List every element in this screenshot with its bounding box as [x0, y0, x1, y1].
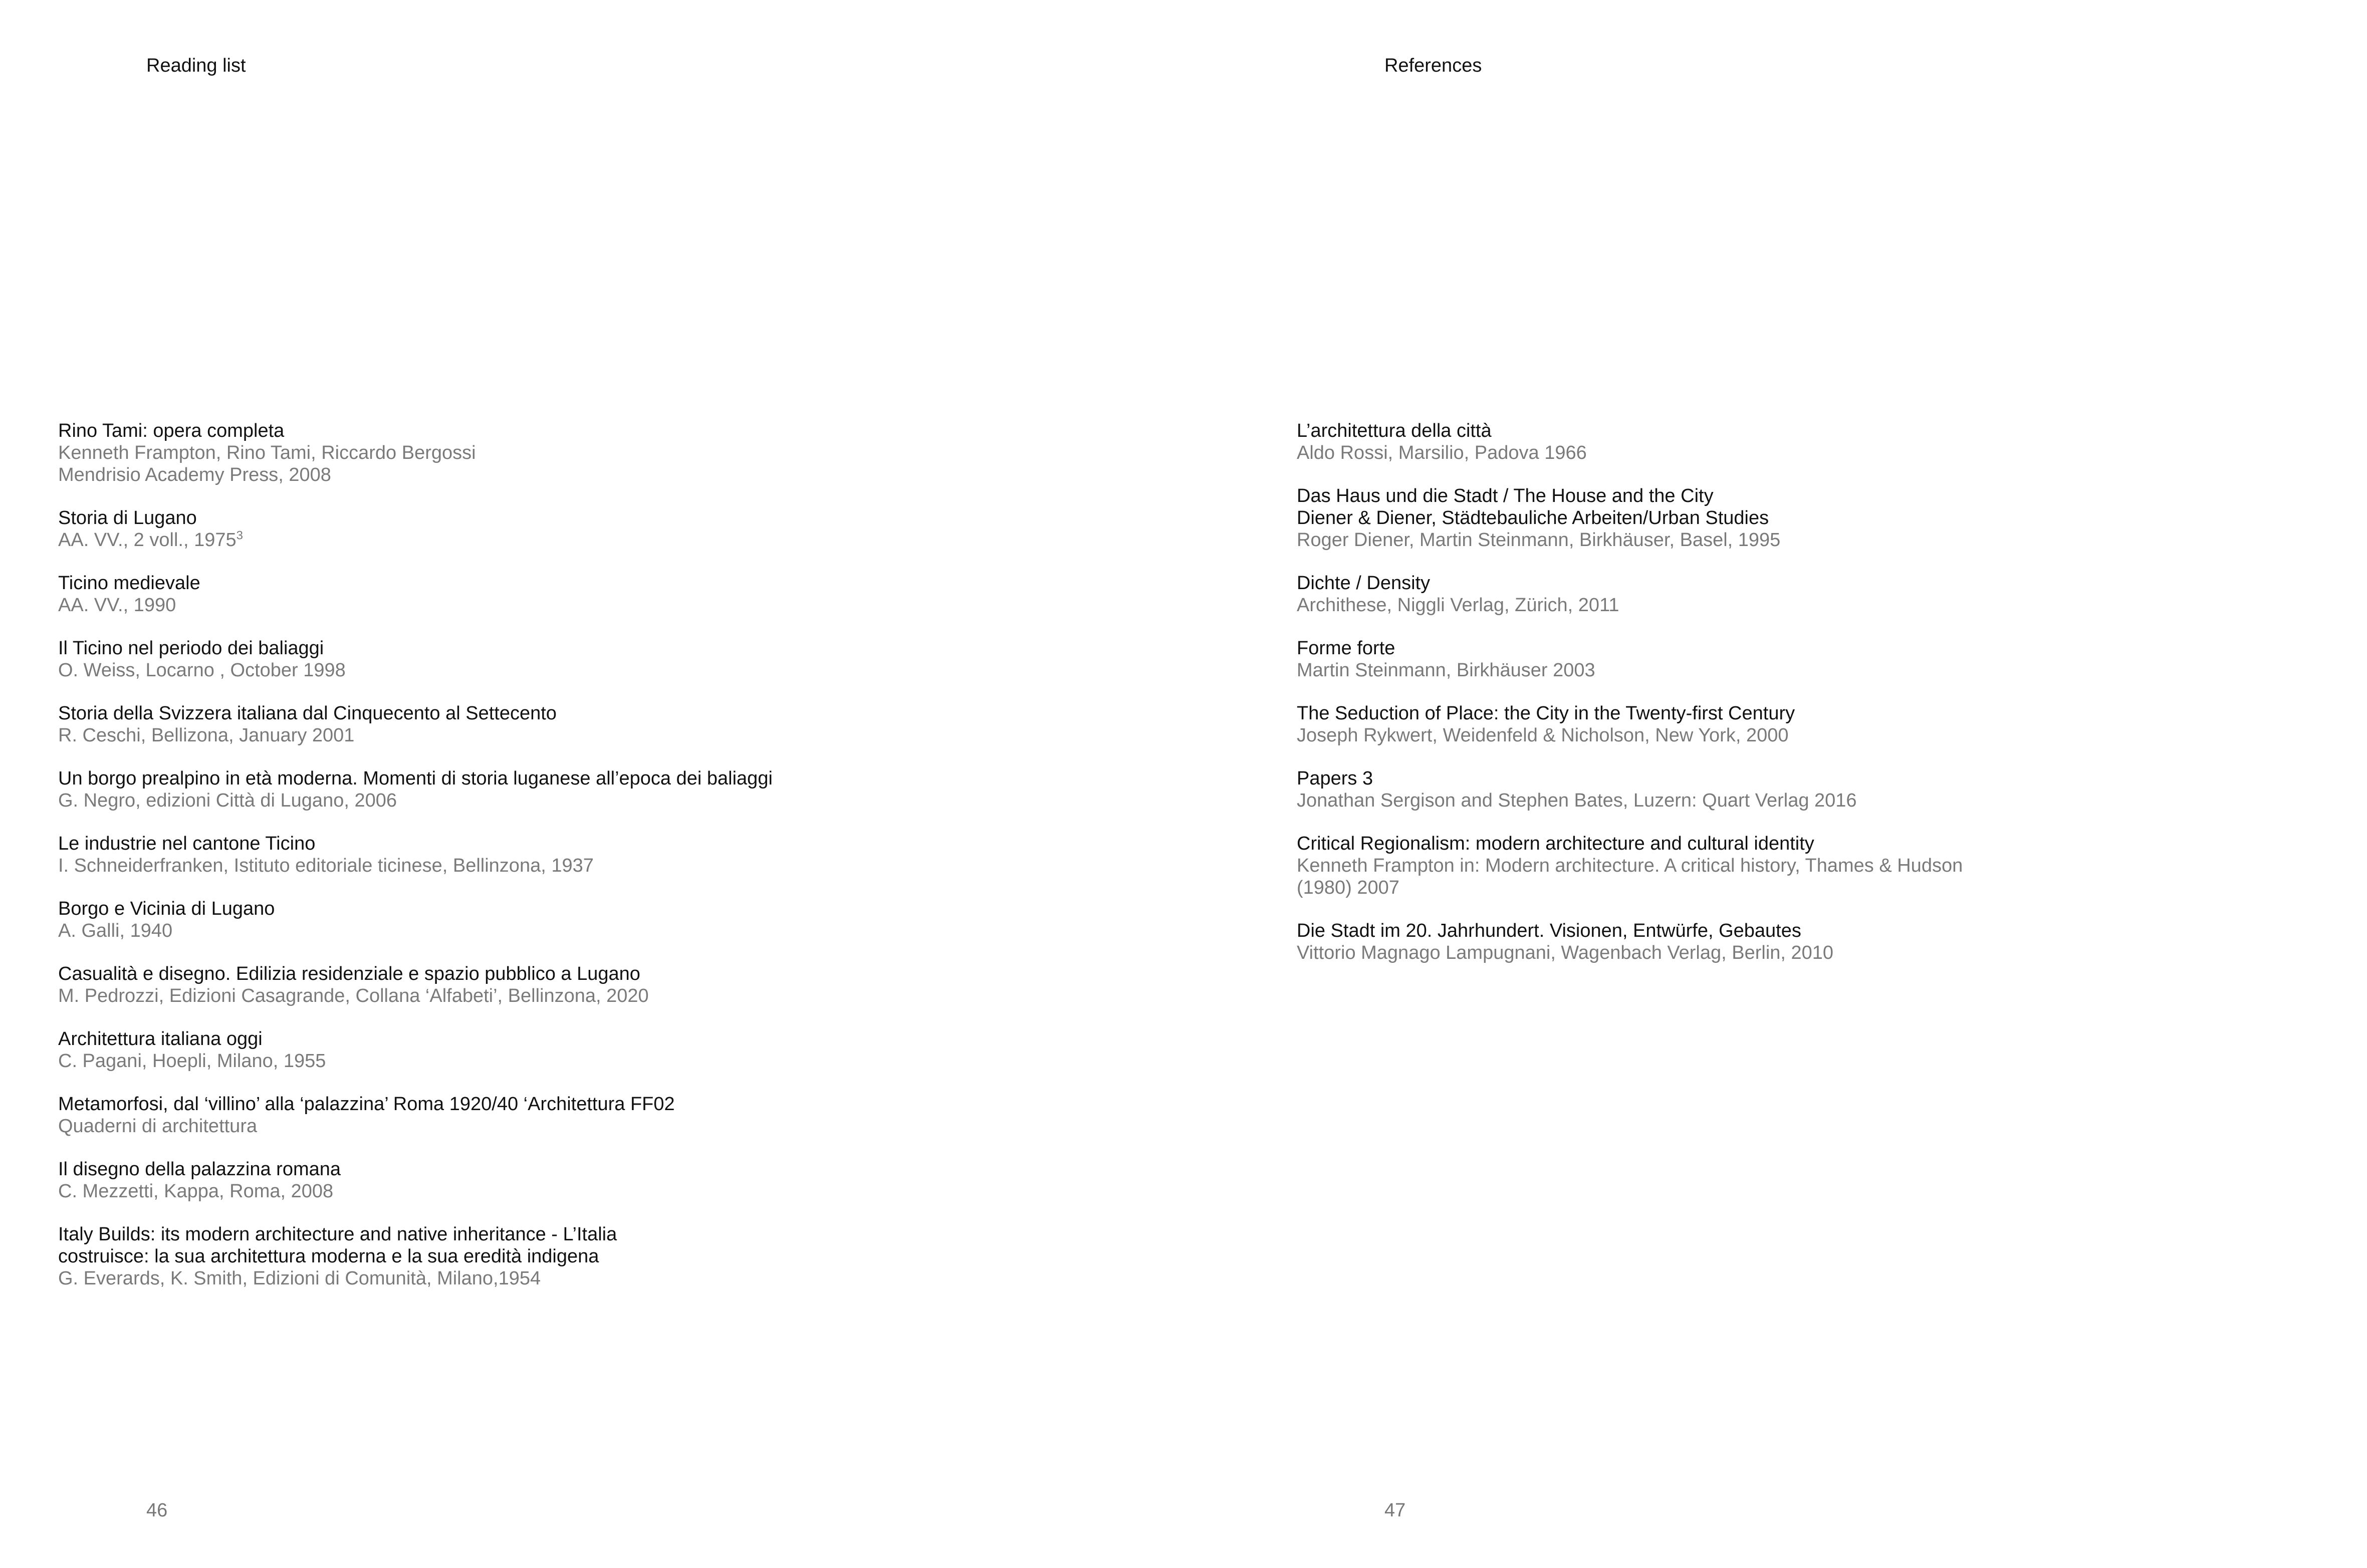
bibliography-entry — [1297, 420, 2299, 464]
entry-title: Rino Tami: opera completa — [58, 420, 285, 441]
bibliography-entry — [58, 898, 1135, 942]
entry-details-text: Kenneth Frampton, Rino Tami, Riccardo Bergossi Mendrisio Academy Press, 2008 — [58, 442, 476, 485]
entry-title: Architettura italiana oggi — [58, 1028, 263, 1050]
entry-title: Papers 3 — [1297, 768, 1373, 789]
entry-details — [58, 1267, 1135, 1289]
entry-details — [1297, 790, 2299, 812]
running-head: References — [1384, 55, 1482, 76]
entry-details-text: Martin Steinmann, Birkhäuser 2003 — [1297, 660, 1595, 681]
entry-title: Storia di Lugano — [58, 507, 197, 529]
entry-title: L’architettura della città — [1297, 420, 1492, 441]
bibliography-entry — [58, 1223, 1135, 1289]
entry-details-text: I. Schneiderfranken, Istituto editoriale ticinese, Bellinzona, 1937 — [58, 855, 594, 876]
entry-title: Das Haus und die Stadt / The House and the City Diener & Diener, Städtebauliche Arbeiten/Urban Studies — [1297, 485, 1769, 529]
bibliography-entry — [1297, 637, 2299, 681]
page-number: 47 — [1384, 1500, 1406, 1521]
entry-details — [1297, 659, 2299, 681]
bibliography-entry — [1297, 833, 2299, 899]
entry-title: Italy Builds: its modern architecture and native inheritance - L’Italia costruisce: la sua architettura moderna e la sua eredità indigena — [58, 1224, 617, 1267]
bibliography-entry — [1297, 572, 2299, 616]
right-page — [1184, 0, 2367, 1568]
running-head: Reading list — [146, 55, 246, 76]
bibliography-entry — [58, 702, 1135, 746]
entry-details-text: Quaderni di architettura — [58, 1116, 258, 1137]
bibliography-entry — [58, 507, 1135, 551]
entry-details — [1297, 594, 2299, 616]
entry-details — [58, 724, 1135, 746]
bibliography-entry — [58, 637, 1135, 681]
entry-title: Metamorfosi, dal ‘villino’ alla ‘palazzina’ Roma 1920/40 ‘Architettura FF02 — [58, 1094, 675, 1115]
reading-list — [58, 420, 1135, 1311]
entry-title: Die Stadt im 20. Jahrhundert. Visionen, Entwürfe, Gebautes — [1297, 920, 1801, 941]
bibliography-entry — [1297, 702, 2299, 746]
entry-details — [58, 529, 1135, 551]
entry-details-text: R. Ceschi, Bellizona, January 2001 — [58, 725, 355, 746]
entry-title: Il disegno della palazzina romana — [58, 1159, 341, 1180]
entry-details-text: Joseph Rykwert, Weidenfeld & Nicholson, New York, 2000 — [1297, 725, 1789, 746]
entry-details — [58, 1050, 1135, 1072]
entry-title: The Seduction of Place: the City in the Twenty-first Century — [1297, 703, 1795, 724]
entry-title: Storia della Svizzera italiana dal Cinquecento al Settecento — [58, 703, 557, 724]
entry-details — [58, 442, 1135, 486]
references-list — [1297, 420, 2299, 985]
bibliography-entry — [58, 963, 1135, 1007]
entry-title: Le industrie nel cantone Ticino — [58, 833, 316, 854]
entry-title: Un borgo prealpino in età moderna. Momenti di storia luganese all’epoca dei baliaggi — [58, 768, 773, 789]
entry-details-text: Roger Diener, Martin Steinmann, Birkhäuser, Basel, 1995 — [1297, 530, 1781, 551]
entry-details-text: Vittorio Magnago Lampugnani, Wagenbach Verlag, Berlin, 2010 — [1297, 942, 1834, 963]
entry-details — [1297, 724, 2299, 746]
entry-details-text: Jonathan Sergison and Stephen Bates, Luzern: Quart Verlag 2016 — [1297, 790, 1857, 811]
entry-title: Dichte / Density — [1297, 573, 1431, 594]
bibliography-entry — [1297, 920, 2299, 964]
bibliography-entry — [1297, 767, 2299, 812]
entry-details-text: A. Galli, 1940 — [58, 920, 173, 941]
bibliography-entry — [58, 1028, 1135, 1072]
entry-title: Critical Regionalism: modern architecture and cultural identity — [1297, 833, 1814, 854]
entry-details-text: M. Pedrozzi, Edizioni Casagrande, Collana ‘Alfabeti’, Bellinzona, 2020 — [58, 985, 649, 1006]
entry-details — [58, 985, 1135, 1007]
entry-details — [1297, 442, 2299, 464]
entry-details-text: Archithese, Niggli Verlag, Zürich, 2011 — [1297, 595, 1619, 616]
entry-details — [1297, 855, 2299, 899]
entry-details — [1297, 942, 2299, 964]
bibliography-entry — [58, 572, 1135, 616]
bibliography-entry — [58, 833, 1135, 877]
entry-title: Forme forte — [1297, 638, 1395, 659]
entry-details — [1297, 529, 2299, 551]
entry-details — [58, 920, 1135, 942]
entry-details-text: AA. VV., 1990 — [58, 595, 176, 616]
entry-details — [58, 1180, 1135, 1202]
page-number: 46 — [146, 1500, 168, 1521]
entry-title: Borgo e Vicinia di Lugano — [58, 898, 275, 919]
entry-title: Casualità e disegno. Edilizia residenziale e spazio pubblico a Lugano — [58, 963, 640, 984]
entry-title: Il Ticino nel periodo dei baliaggi — [58, 638, 324, 659]
entry-title: Ticino medievale — [58, 573, 200, 594]
bibliography-entry — [58, 1158, 1135, 1202]
entry-details-text: AA. VV., 2 voll., 1975 — [58, 530, 236, 551]
entry-details-text: Aldo Rossi, Marsilio, Padova 1966 — [1297, 442, 1587, 463]
entry-details-text: O. Weiss, Locarno , October 1998 — [58, 660, 346, 681]
bibliography-entry — [1297, 485, 2299, 551]
entry-details — [58, 659, 1135, 681]
edition-superscript: 3 — [236, 529, 243, 543]
entry-details — [58, 594, 1135, 616]
entry-details-text: G. Everards, K. Smith, Edizioni di Comunità, Milano,1954 — [58, 1268, 541, 1289]
bibliography-entry — [58, 1093, 1135, 1137]
entry-details-text: G. Negro, edizioni Città di Lugano, 2006 — [58, 790, 397, 811]
entry-details — [58, 790, 1135, 812]
bibliography-entry — [58, 767, 1135, 812]
entry-details-text: Kenneth Frampton in: Modern architecture. A critical history, Thames & Hudson (1980) 2007 — [1297, 855, 1963, 898]
entry-details — [58, 1115, 1135, 1137]
entry-details — [58, 855, 1135, 877]
bibliography-entry — [58, 420, 1135, 486]
entry-details-text: C. Mezzetti, Kappa, Roma, 2008 — [58, 1181, 334, 1202]
entry-details-text: C. Pagani, Hoepli, Milano, 1955 — [58, 1051, 326, 1072]
